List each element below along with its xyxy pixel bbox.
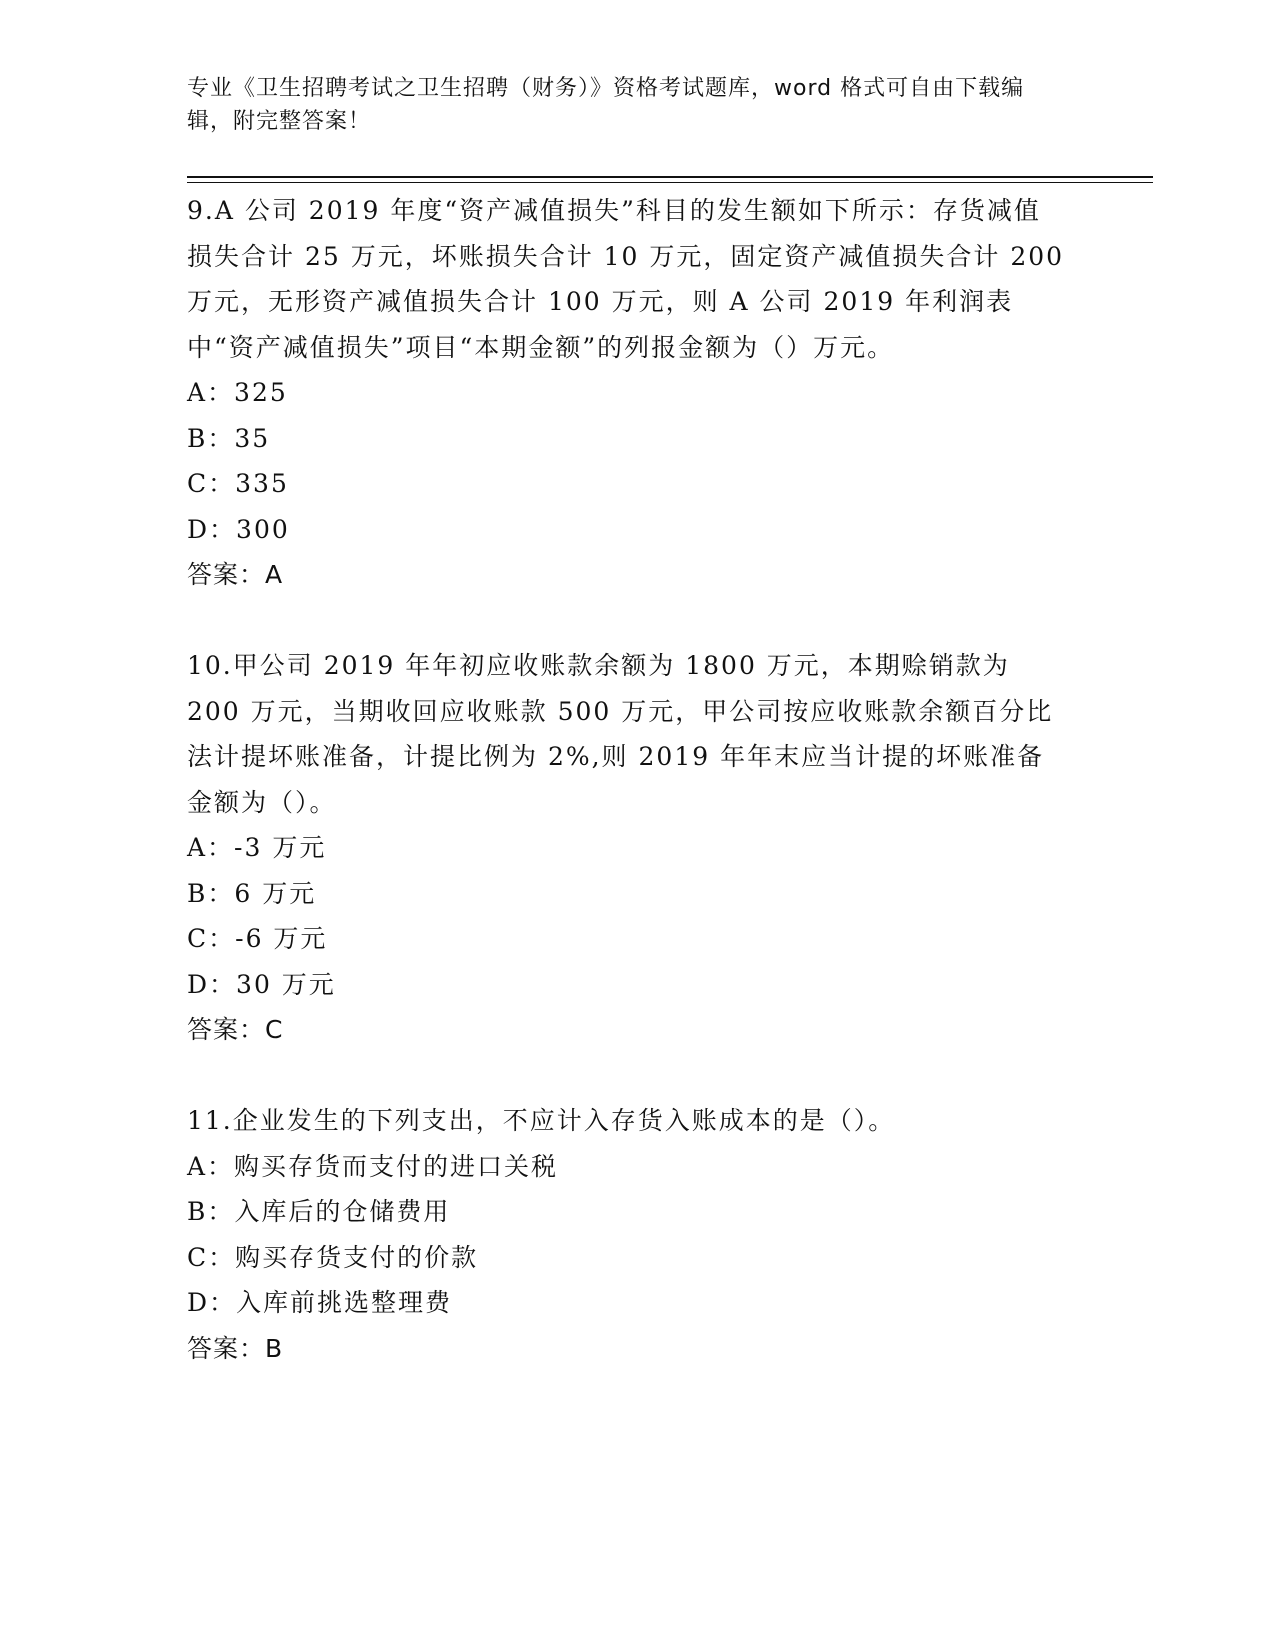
option-c: C：-6 万元 [187,924,328,953]
header-divider-thin [187,182,1153,183]
option-c: C：335 [187,469,289,498]
option-a: A：-3 万元 [187,833,327,862]
answer: 答案：C [187,1015,284,1044]
option-c: C：购买存货支付的价款 [187,1242,479,1272]
option-d: D：30 万元 [187,969,336,999]
answer: 答案：A [187,560,284,589]
header-divider-thick [187,176,1153,178]
option-b: B：入库后的仓储费用 [187,1197,451,1226]
question-9 [187,188,1067,598]
question-stem: 11.企业发生的下列支出，不应计入存货入账成本的是（）。 [187,1106,896,1135]
question-stem: 9.A 公司 2019 年度“资产减值损失”科目的发生额如下所示：存货减值损失合计 25 万元，坏账损失合计 10 万元，固定资产减值损失合计 200 万元，无形资产减值损失合计 100 万元，则 A 公司 2019 年利润表中“资产减值损失”项目“本期金额”的列报金额为（）万元。 [187,196,1065,362]
option-a: A：购买存货而支付的进口关税 [187,1151,559,1181]
answer: 答案：B [187,1333,284,1363]
question-stem: 10.甲公司 2019 年年初应收账款余额为 1800 万元，本期赊销款为 200 万元，当期收回应收账款 500 万元，甲公司按应收账款余额百分比法计提坏账准备，计提比例为 2%,则 2019 年年末应当计提的坏账准备金额为（）。 [187,651,1054,817]
option-d: D：300 [187,514,290,544]
option-b: B：6 万元 [187,878,317,908]
document-header: 专业《卫生招聘考试之卫生招聘（财务）》资格考试题库，word 格式可自由下载编辑，附完整答案！ [187,76,1025,134]
question-10 [187,643,1067,1053]
option-a: A：325 [187,378,288,407]
option-b: B：35 [187,423,271,453]
question-11 [187,1098,1067,1371]
option-d: D：入库前挑选整理费 [187,1288,453,1317]
